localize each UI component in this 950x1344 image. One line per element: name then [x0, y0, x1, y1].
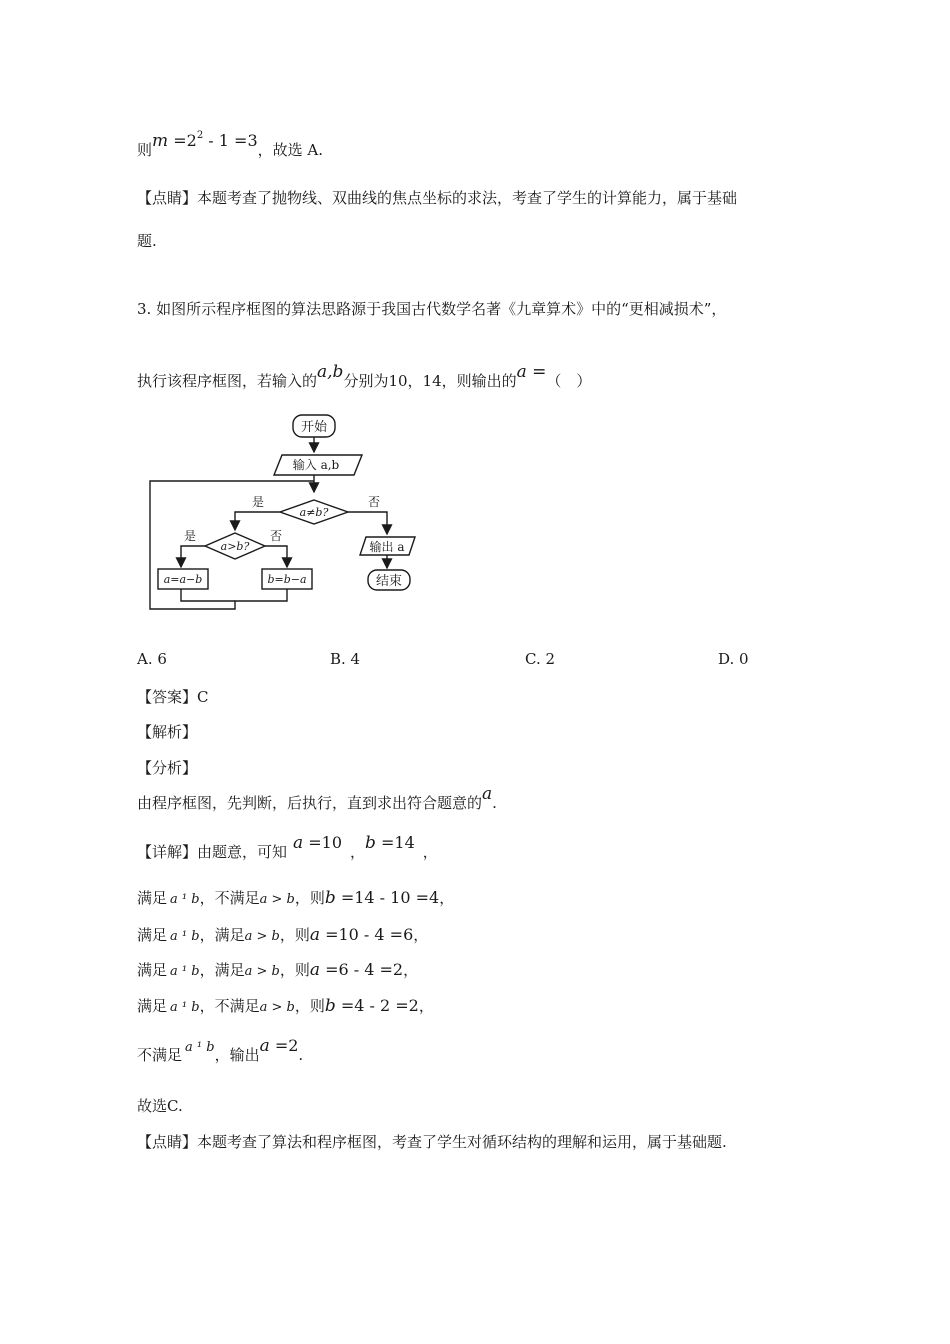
fc-output-label: 输出 a — [369, 540, 405, 554]
fenxi-text — [137, 784, 497, 813]
fc-no1: 否 — [368, 495, 381, 509]
math-sup: 2 — [196, 130, 204, 141]
step-2-then: ，则 — [279, 926, 310, 944]
answer-line: 【答案】C — [137, 688, 209, 706]
step-3 — [137, 960, 418, 982]
step-5-end: . — [298, 1046, 304, 1064]
text-ze: 则 — [137, 141, 153, 159]
fc-no2: 否 — [270, 529, 283, 543]
math-m: m — [152, 131, 169, 151]
math-rest: - 1 =3 — [203, 131, 258, 150]
detail-math-b: b — [365, 833, 376, 853]
detail-math-b-group — [365, 834, 415, 852]
fenxi-period: . — [492, 794, 497, 812]
step-5-expr: =2 — [269, 1036, 299, 1055]
question-3-line1: 3. 如图所示程序框图的算法思路源于我国古代数学名著《九章算术》中的“更相减损术”， — [137, 300, 727, 318]
question-3-line2 — [137, 362, 592, 391]
step-2-cond: a ¹ b — [170, 929, 200, 944]
step-3-then: ，则 — [279, 961, 310, 979]
detail-line — [137, 833, 438, 862]
option-a: A. 6 — [137, 650, 167, 668]
line-conclusion-prev — [137, 130, 323, 163]
analysis-heading: 【解析】 — [137, 723, 198, 741]
note-line: 【点睛】本题考查了算法和程序框图，考查了学生对循环结构的理解和运用，属于基础题. — [137, 1133, 727, 1151]
fc-yes2: 是 — [184, 529, 197, 543]
q-math-ab: a,b — [317, 362, 344, 382]
step-5-pre: 不满足 — [137, 1046, 183, 1064]
step-1-pre: 满足 — [137, 889, 168, 907]
fc-end-label: 结束 — [375, 574, 403, 589]
q-paren: （ ） — [546, 372, 592, 390]
step-3-cmp: a > b — [244, 964, 280, 979]
fc-box-right-label: b=b−a — [267, 573, 307, 586]
step-4-then: ，则 — [294, 997, 325, 1015]
step-1-cond: a ¹ b — [170, 892, 200, 907]
fc-cond1-label: a≠b? — [299, 506, 329, 519]
step-5-math — [260, 1037, 299, 1055]
detail-math-a: a — [293, 833, 304, 853]
step-3-expr: =6 - 4 =2 — [319, 960, 404, 979]
detail-math-b-val: =14 — [375, 833, 415, 852]
step-3-cond: a ¹ b — [170, 964, 200, 979]
step-2 — [137, 925, 428, 947]
fc-box-left-label: a=a−b — [163, 573, 203, 586]
step-3-pre: 满足 — [137, 961, 168, 979]
step-4-pre: 满足 — [137, 997, 168, 1015]
step-4-mid: ，不满足 — [199, 997, 260, 1015]
step-5-cond: a ¹ b — [185, 1040, 215, 1055]
math-eq: =2 — [168, 131, 197, 150]
detail-math-a-group — [293, 834, 342, 852]
step-2-mid: ，满足 — [199, 926, 245, 944]
step-5-var: a — [259, 1036, 270, 1056]
line-note-prev: 【点睛】本题考查了抛物线、双曲线的焦点坐标的求法，考查了学生的计算能力，属于基础 — [137, 189, 738, 207]
fc-yes1: 是 — [252, 495, 265, 509]
step-2-expr: =10 - 4 =6 — [319, 925, 414, 944]
step-5-mid: ，输出 — [214, 1046, 260, 1064]
step-2-pre: 满足 — [137, 926, 168, 944]
step-4 — [137, 996, 434, 1018]
step-3-mid: ，满足 — [199, 961, 245, 979]
option-d: D. 0 — [718, 650, 749, 668]
flowchart — [140, 405, 440, 615]
step-3-end: ， — [403, 961, 419, 979]
step-1-var: b — [324, 888, 336, 908]
detail-comma: ， — [350, 843, 366, 861]
detail-end: ， — [422, 843, 438, 861]
option-c: C. 2 — [525, 650, 556, 668]
step-1-mid: ，不满足 — [199, 889, 260, 907]
step-3-var: a — [309, 960, 320, 980]
fenxi-body: 由程序框图，先判断，后执行，直到求出符合题意的 — [137, 794, 483, 812]
step-4-end: ， — [418, 997, 434, 1015]
fenxi-heading: 【分析】 — [137, 759, 198, 777]
text-choose-a: ，故选 A. — [257, 141, 323, 159]
step-5 — [137, 1036, 304, 1067]
step-2-var: a — [309, 925, 320, 945]
fenxi-math-a: a — [482, 784, 493, 804]
detail-label: 【详解】由题意，可知 — [137, 843, 288, 861]
step-4-cond: a ¹ b — [170, 1000, 200, 1015]
step-2-end: ， — [413, 926, 429, 944]
step-1-then: ，则 — [294, 889, 325, 907]
option-b: B. 4 — [330, 650, 361, 668]
q-text-a: 执行该程序框图，若输入的 — [137, 372, 318, 390]
step-1-expr: =14 - 10 =4 — [335, 888, 440, 907]
fc-input-label: 输入 a,b — [292, 458, 340, 472]
step-4-var: b — [324, 996, 336, 1016]
step-1-cmp: a > b — [259, 892, 295, 907]
step-2-cmp: a > b — [244, 929, 280, 944]
q-math-a: a = — [516, 362, 547, 382]
line-note-prev-cont: 题. — [137, 232, 157, 250]
conclude-line: 故选C. — [137, 1097, 183, 1115]
step-4-cmp: a > b — [259, 1000, 295, 1015]
math-m-expression — [152, 132, 258, 150]
q-text-b: 分别为10，14，则输出的 — [343, 372, 517, 390]
detail-math-a-val: =10 — [303, 833, 343, 852]
fc-cond2-label: a>b? — [220, 540, 250, 553]
step-1-end: ， — [439, 889, 455, 907]
step-4-expr: =4 - 2 =2 — [335, 996, 419, 1015]
fc-start-label: 开始 — [300, 420, 328, 435]
step-1 — [137, 888, 454, 910]
